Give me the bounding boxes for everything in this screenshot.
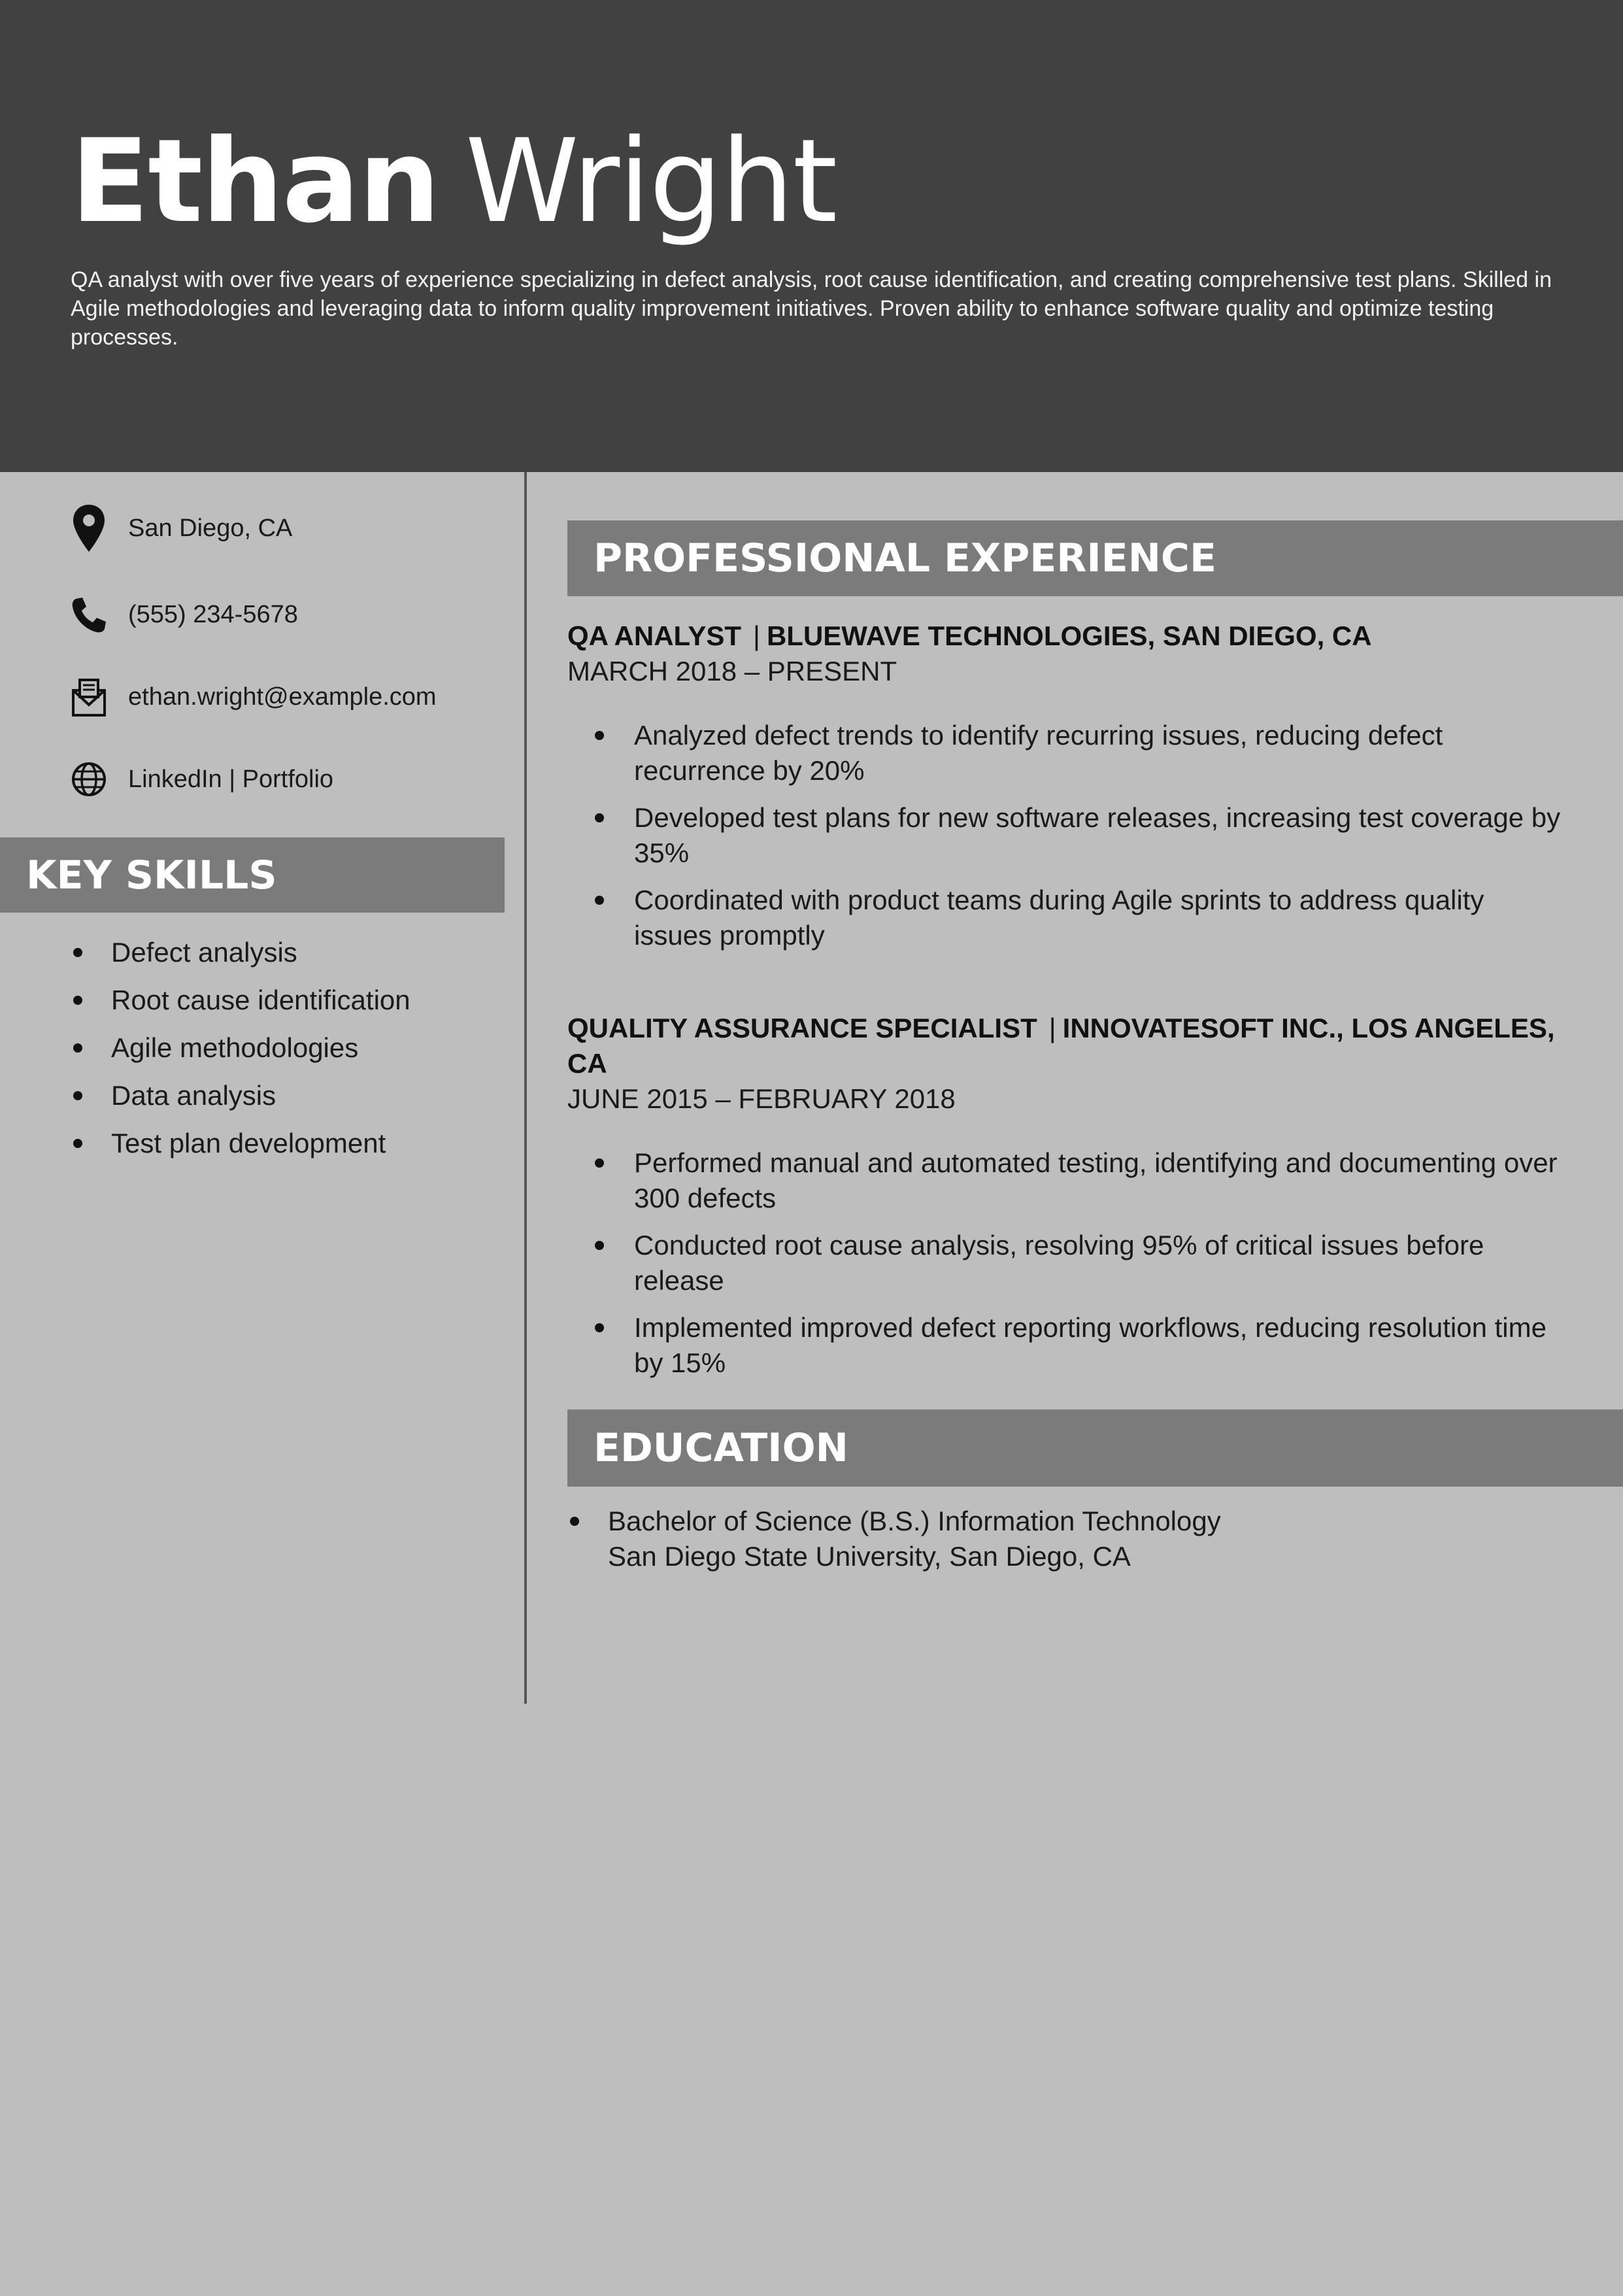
bullet-text: Developed test plans for new software releases, increasing test coverage by 35% [634,802,1561,868]
list-item [71,928,410,976]
list-item [567,718,1587,788]
degree-text: Bachelor of Science (B.S.) Information Technology [608,1506,1221,1536]
bullet-icon [595,1241,604,1250]
bullet-text: Coordinated with product teams during Agile sprints to address quality issues promptly [634,885,1484,951]
education-entry [567,1504,1587,1574]
bullet-icon [595,1323,604,1332]
job-bullets [567,718,1587,953]
list-item [71,1024,410,1072]
job-title-line [567,1011,1587,1081]
map-pin-icon [71,502,107,554]
globe-icon [71,753,107,805]
column-divider [524,472,527,1704]
education-heading: EDUCATION [567,1410,1623,1487]
phone-text: (555) 234-5678 [128,600,298,628]
list-item [567,800,1587,871]
bullet-text: Implemented improved defect reporting workflows, reducing resolution time by 15% [634,1312,1547,1378]
bullet-icon [570,1517,579,1526]
list-item [71,976,410,1024]
skill-label: Root cause identification [111,985,410,1015]
list-item [71,1072,410,1119]
job-entry [567,1011,1587,1393]
job-title-line [567,618,1587,654]
experience-heading: PROFESSIONAL EXPERIENCE [567,520,1623,596]
skills-list [71,928,410,1167]
school-text: San Diego State University, San Diego, CA [608,1541,1131,1572]
key-skills-heading: KEY SKILLS [0,837,505,913]
contact-email [71,671,437,723]
list-item [567,1310,1587,1381]
skill-label: Defect analysis [111,937,297,968]
bullet-icon [73,948,82,957]
job-entry [567,618,1587,965]
list-item [567,1228,1587,1298]
phone-icon [71,588,107,641]
bullet-text: Performed manual and automated testing, identifying and documenting over 300 defects [634,1147,1558,1213]
bullet-icon [73,1139,82,1148]
last-name: Wright [465,114,837,248]
list-item [567,883,1587,953]
bullet-icon [73,996,82,1005]
job-dates: MARCH 2018 – PRESENT [567,656,897,686]
envelope-icon [71,671,107,723]
bullet-icon [595,813,604,822]
skill-label: Test plan development [111,1128,386,1158]
job-title: QA ANALYST [567,620,742,651]
candidate-name [71,116,836,247]
contact-location [71,502,292,554]
contact-phone [71,588,298,641]
bullet-text: Conducted root cause analysis, resolving 95% of critical issues before release [634,1230,1484,1296]
job-bullets [567,1145,1587,1381]
bullet-icon [73,1091,82,1100]
list-item [567,1145,1587,1216]
job-company: BLUEWAVE TECHNOLOGIES, SAN DIEGO, CA [766,620,1372,651]
bullet-icon [595,896,604,905]
skill-label: Agile methodologies [111,1032,359,1063]
list-item [71,1119,410,1167]
title-separator: | [1048,1013,1056,1043]
email-text[interactable]: ethan.wright@example.com [128,683,437,711]
header-banner [0,0,1623,472]
summary-text: QA analyst with over five years of experience specializing in defect analysis, root cause identification, and creating comprehensive test plans. Skilled in Agile methodologies and leveraging data to inform quality improvement initiatives. Proven ability to enhance software quality and optimize testing processes. [71,267,1552,350]
skill-label: Data analysis [111,1080,276,1111]
contact-links [71,753,333,805]
title-separator: | [753,620,760,651]
links-text[interactable]: LinkedIn | Portfolio [128,765,334,793]
list-item [567,1504,1587,1574]
bullet-icon [595,731,604,740]
first-name: Ethan [71,114,439,248]
bullet-text: Analyzed defect trends to identify recurring issues, reducing defect recurrence by 20% [634,720,1443,786]
bullet-icon [73,1043,82,1053]
job-dates: JUNE 2015 – FEBRUARY 2018 [567,1083,956,1114]
bullet-icon [595,1158,604,1168]
job-title: QUALITY ASSURANCE SPECIALIST [567,1013,1037,1043]
job-company: INNOVATESOFT INC., LOS ANGELES, CA [567,1013,1555,1079]
location-text: San Diego, CA [128,514,293,542]
